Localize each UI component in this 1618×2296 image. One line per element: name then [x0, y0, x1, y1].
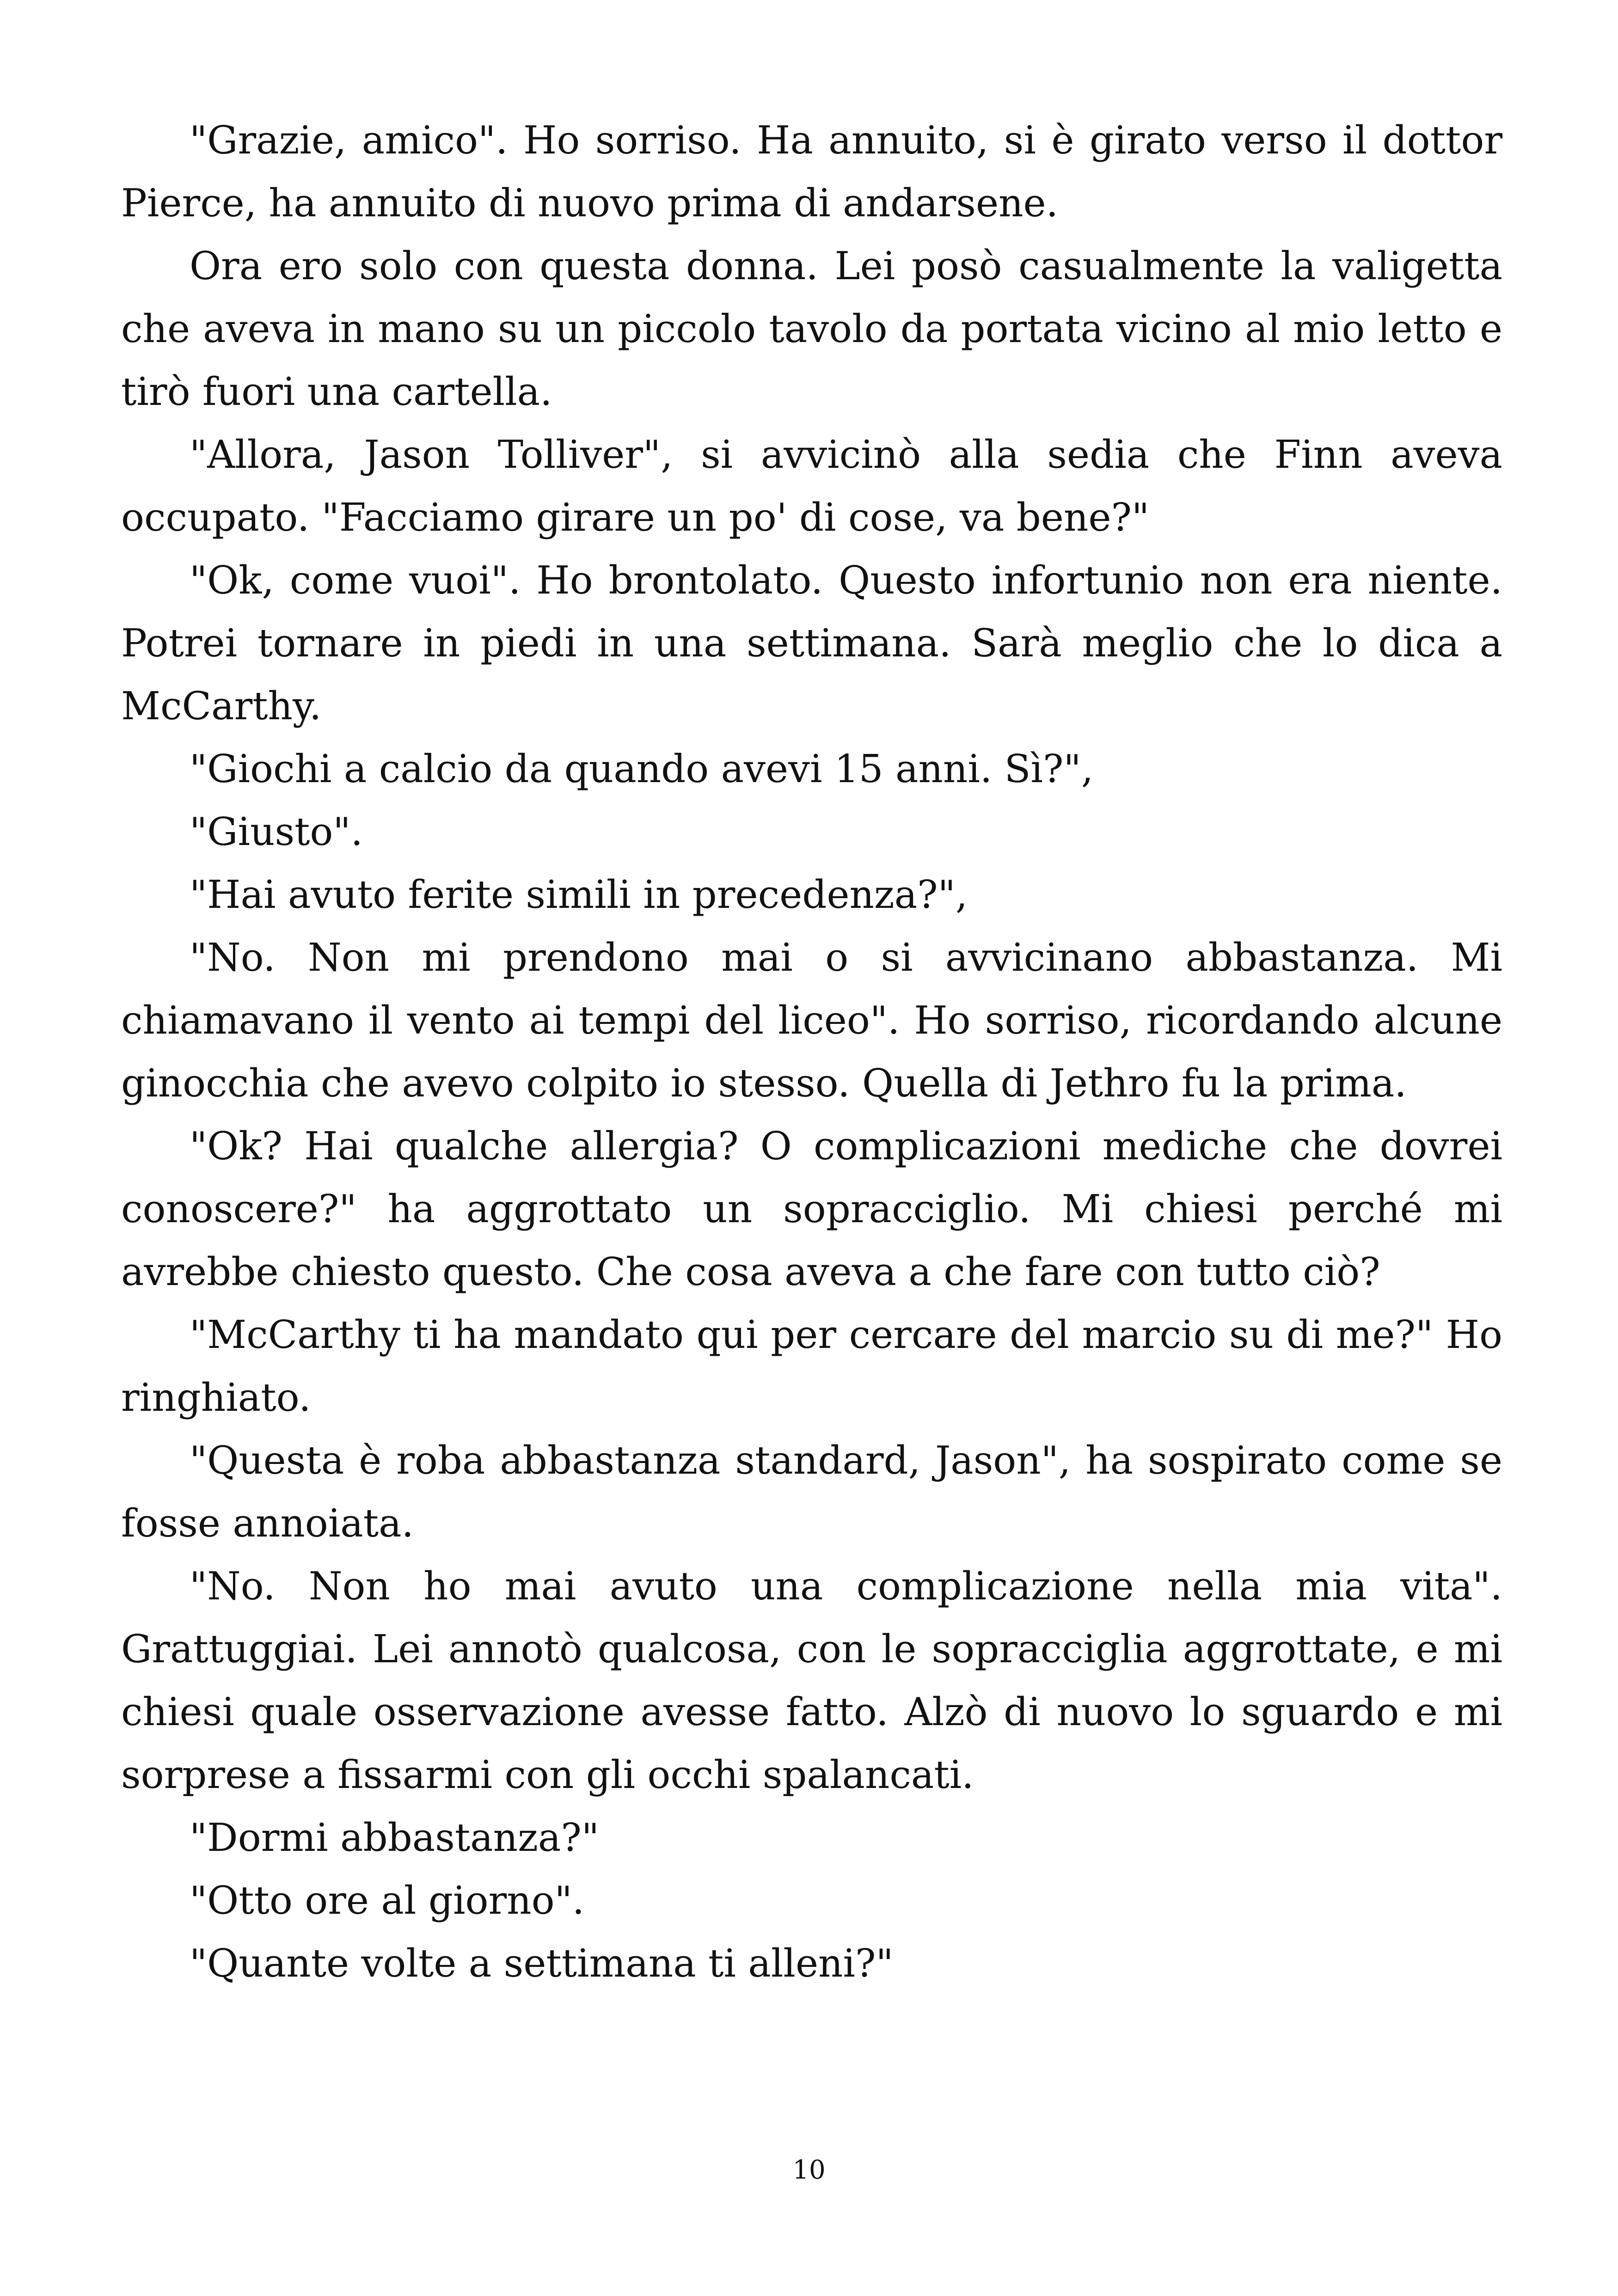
- paragraph-9: "Ok? Hai qualche allergia? O complicazioni mediche che dovrei conoscere?" ha aggrottato un sopracciglio. Mi chiesi perché mi avrebbe chiesto questo. Che cosa aveva a che fare con tutto ciò?: [121, 1124, 1502, 1294]
- paragraph-7: "Hai avuto ferite simili in precedenza?",: [190, 872, 968, 917]
- paragraph-13: "Dormi abbastanza?": [190, 1815, 600, 1860]
- paragraph-3: "Allora, Jason Tolliver", si avvicinò alla sedia che Finn aveva occupato. "Facciamo girare un po' di cose, va bene?": [121, 432, 1502, 540]
- paragraph-5: "Giochi a calcio da quando avevi 15 anni. Sì?",: [190, 747, 1094, 791]
- paragraph-6: "Giusto".: [190, 809, 363, 854]
- paragraph-1: "Grazie, amico". Ho sorriso. Ha annuito, si è girato verso il dottor Pierce, ha annuito di nuovo prima di andarsene.: [121, 118, 1502, 226]
- paragraph-14: "Otto ore al giorno".: [190, 1878, 585, 1923]
- paragraph-10: "McCarthy ti ha mandato qui per cercare del marcio su di me?" Ho ringhiato.: [121, 1312, 1502, 1420]
- paragraph-15: "Quante volte a settimana ti alleni?": [190, 1941, 894, 1986]
- paragraph-2: Ora ero solo con questa donna. Lei posò casualmente la valigetta che aveva in mano su un piccolo tavolo da portata vicino al mio letto e tirò fuori una cartella.: [121, 244, 1502, 414]
- paragraph-11: "Questa è roba abbastanza standard, Jason", ha sospirato come se fosse annoiata.: [121, 1438, 1502, 1546]
- page-number: 10: [792, 2155, 826, 2185]
- body-text: [121, 109, 1502, 1995]
- paragraph-12: "No. Non ho mai avuto una complicazione nella mia vita". Grattuggiai. Lei annotò qualcosa, con le sopracciglia aggrottate, e mi chiesi quale osservazione avesse fatto. Alzò di nuovo lo sguardo e mi sorprese a fissarmi con gli occhi spalancati.: [121, 1564, 1502, 1797]
- paragraph-8: "No. Non mi prendono mai o si avvicinano abbastanza. Mi chiamavano il vento ai tempi del liceo". Ho sorriso, ricordando alcune ginocchia che avevo colpito io stesso. Quella di Jethro fu la prima.: [121, 935, 1502, 1106]
- paragraph-4: "Ok, come vuoi". Ho brontolato. Questo infortunio non era niente. Potrei tornare in piedi in una settimana. Sarà meglio che lo dica a McCarthy.: [121, 558, 1502, 729]
